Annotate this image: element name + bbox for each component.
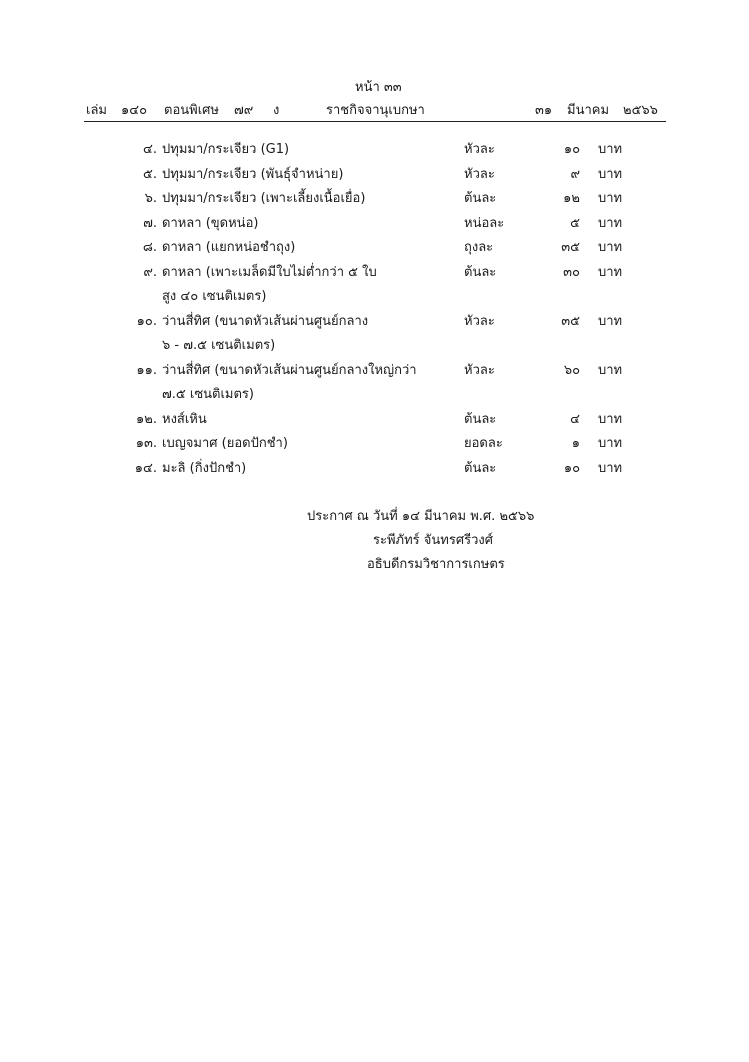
date-day: ๓๑ xyxy=(535,103,553,118)
header-divider xyxy=(84,121,666,122)
item-description: ดาหลา (ขุดหน่อ) xyxy=(162,215,259,231)
list-item xyxy=(0,408,749,433)
item-price: ๑๐ xyxy=(563,460,580,476)
item-currency: บาท xyxy=(598,460,623,476)
item-unit: หัวละ xyxy=(464,313,495,329)
item-number: ๙. xyxy=(143,264,157,280)
signatory-title: อธิบดีกรมวิชาการเกษตร xyxy=(367,557,505,572)
item-unit: ต้นละ xyxy=(464,264,497,280)
item-description-continued: ๖ - ๗.๕ เซนติเมตร) xyxy=(162,338,276,353)
item-unit: ต้นละ xyxy=(464,191,497,206)
volume-number: ๑๔๐ xyxy=(121,103,148,118)
item-price: ๓๕ xyxy=(561,240,580,255)
item-currency: บาท xyxy=(598,436,623,451)
item-number: ๑๐. xyxy=(136,313,157,329)
list-item xyxy=(0,310,749,359)
item-number: ๑๑. xyxy=(136,362,157,378)
item-currency: บาท xyxy=(598,240,623,255)
signatory-name: ระพีภัทร์ จันทรศรีวงศ์ xyxy=(373,533,493,548)
item-currency: บาท xyxy=(598,362,623,378)
announcement-date: ประกาศ ณ วันที่ ๑๔ มีนาคม พ.ศ. ๒๕๖๖ xyxy=(307,509,535,524)
item-unit: หัวละ xyxy=(464,142,495,157)
item-unit: ต้นละ xyxy=(464,460,497,476)
item-description: มะลิ (กิ่งปักชำ) xyxy=(162,460,247,476)
item-description-continued: สูง ๔๐ เซนติเมตร) xyxy=(162,289,267,304)
item-currency: บาท xyxy=(598,411,623,427)
item-number: ๖. xyxy=(144,191,157,206)
item-description: เบญจมาศ (ยอดปักชำ) xyxy=(162,436,288,451)
section-letter: ง xyxy=(273,103,280,118)
item-number: ๗. xyxy=(143,215,157,231)
item-price: ๑๒ xyxy=(563,191,580,206)
item-currency: บาท xyxy=(598,166,623,182)
item-price: ๖๐ xyxy=(563,362,580,378)
item-description: ดาหลา (แยกหน่อชำถุง) xyxy=(162,240,296,255)
volume-label: เล่ม xyxy=(86,103,107,118)
item-currency: บาท xyxy=(598,191,623,206)
list-item xyxy=(0,163,749,188)
list-item xyxy=(0,432,749,457)
date-year: ๒๕๖๖ xyxy=(623,103,658,118)
gazette-header xyxy=(86,99,666,119)
item-price: ๑ xyxy=(571,436,580,451)
issue-number: ๗๙ xyxy=(234,103,254,118)
item-unit: หัวละ xyxy=(464,166,495,182)
item-number: ๘. xyxy=(142,240,157,255)
list-item xyxy=(0,236,749,261)
date-month: มีนาคม xyxy=(567,103,610,118)
item-description: ปทุมมา/กระเจียว (เพาะเลี้ยงเนื้อเยื่อ) xyxy=(162,191,366,206)
item-description: ปทุมมา/กระเจียว (G1) xyxy=(162,142,290,157)
page-number: หน้า ๓๓ xyxy=(355,80,402,95)
item-currency: บาท xyxy=(598,215,623,231)
item-unit: หัวละ xyxy=(464,362,495,378)
item-number: ๑๓. xyxy=(135,436,157,451)
item-description: หงส์เหิน xyxy=(162,411,207,427)
item-number: ๑๔. xyxy=(134,460,157,476)
list-item xyxy=(0,457,749,482)
price-list xyxy=(0,138,749,481)
list-item xyxy=(0,261,749,310)
list-item xyxy=(0,212,749,237)
item-unit: ต้นละ xyxy=(464,411,497,427)
list-item xyxy=(0,359,749,408)
item-description-continued: ๗.๕ เซนติเมตร) xyxy=(162,387,254,402)
item-description: ปทุมมา/กระเจียว (พันธุ์จำหน่าย) xyxy=(162,166,344,182)
issue-label: ตอนพิเศษ xyxy=(164,103,219,118)
item-number: ๕. xyxy=(143,166,157,182)
item-number: ๔. xyxy=(143,142,157,157)
item-number: ๑๒. xyxy=(136,411,157,427)
item-price: ๙ xyxy=(570,166,580,182)
item-currency: บาท xyxy=(598,264,623,280)
item-description: ดาหลา (เพาะเมล็ดมีใบไม่ต่ำกว่า ๕ ใบ xyxy=(162,264,377,280)
item-currency: บาท xyxy=(598,142,623,157)
list-item xyxy=(0,138,749,163)
item-price: ๑๐ xyxy=(563,142,580,157)
item-price: ๔ xyxy=(570,411,580,427)
item-price: ๕ xyxy=(570,215,580,231)
item-unit: ถุงละ xyxy=(464,240,494,255)
list-item xyxy=(0,187,749,212)
item-unit: หน่อละ xyxy=(464,215,505,231)
gazette-name: ราชกิจจานุเบกษา xyxy=(326,103,425,118)
item-currency: บาท xyxy=(598,313,623,329)
item-unit: ยอดละ xyxy=(464,436,503,451)
item-description: ว่านสี่ทิศ (ขนาดหัวเส้นผ่านศูนย์กลางใหญ่กว่า xyxy=(162,362,417,378)
item-description: ว่านสี่ทิศ (ขนาดหัวเส้นผ่านศูนย์กลาง xyxy=(162,313,369,329)
item-price: ๓๐ xyxy=(563,264,580,280)
item-price: ๓๕ xyxy=(561,313,580,329)
